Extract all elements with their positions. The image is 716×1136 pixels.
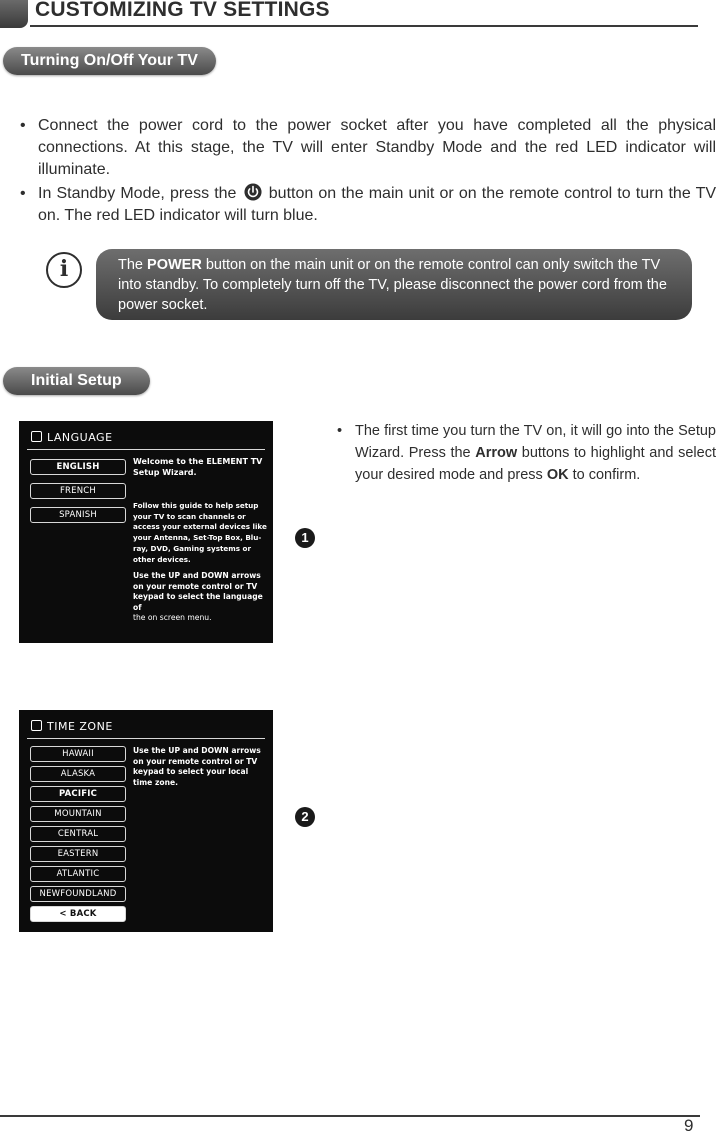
power-note (96, 249, 692, 320)
tv-welcome-text: Welcome to the ELEMENT TV Setup Wizard. (133, 457, 263, 477)
standby-text-after: button on the main unit or on the remote control to turn the TV on. The red LED indicator will turn blue. (38, 185, 716, 224)
page-number: 9 (684, 1116, 694, 1135)
section-pill-initial-setup: Initial Setup (3, 367, 150, 395)
timezone-option-eastern[interactable]: EASTERN (30, 846, 126, 862)
tv-language-instruction-end: the on screen menu. (133, 613, 212, 622)
info-icon: i (46, 252, 82, 288)
setup-instruction (337, 420, 716, 486)
note-text: button on the main unit or on the remote control can only switch the TV into standby. To completely turn off the TV, please disconnect the power cord from the power socket. (118, 257, 667, 313)
timezone-option-central[interactable]: CENTRAL (30, 826, 126, 842)
tv-language-instruction: Use the UP and DOWN arrows on your remote control or TV keypad to select the language of (133, 571, 263, 612)
tv-divider (27, 449, 265, 450)
power-instructions (20, 115, 716, 229)
timezone-option-mountain[interactable]: MOUNTAIN (30, 806, 126, 822)
header-rule (30, 25, 698, 27)
timezone-option-pacific[interactable]: PACIFIC (30, 786, 126, 802)
checkbox-icon (31, 720, 42, 731)
setup-text-3: to confirm. (572, 467, 641, 483)
power-icon (244, 183, 262, 201)
note-power-keyword: POWER (147, 257, 202, 273)
tv-guide-text: Follow this guide to help setup your TV to scan channels or access your external devices like your Antenna, Set-Top Box, Blu-ray, DVD, Gaming systems or other devices. (133, 501, 267, 564)
page-title: CUSTOMIZING TV SETTINGS (35, 0, 330, 21)
standby-text-before: In Standby Mode, press the (38, 185, 237, 202)
step-badge-1: 1 (295, 528, 315, 548)
checkbox-icon (31, 431, 42, 442)
tv-screen-language (19, 421, 273, 643)
section-pill-power: Turning On/Off Your TV (3, 47, 216, 75)
bullet-connect-power: • Connect the power cord to the power socket after you have completed all the physical connections. At this stage, the TV will enter Standby Mode and the red LED indicator will illuminate. (20, 115, 716, 181)
setup-text-2: buttons to highlight and select your desired mode and press (355, 445, 716, 483)
setup-ok-keyword: OK (546, 467, 569, 483)
timezone-option-alaska[interactable]: ALASKA (30, 766, 126, 782)
step-badge-2: 2 (295, 807, 315, 827)
header-tab-decoration (0, 0, 28, 28)
tv-language-title: LANGUAGE (31, 431, 113, 444)
timezone-option-atlantic[interactable]: ATLANTIC (30, 866, 126, 882)
timezone-option-hawaii[interactable]: HAWAII (30, 746, 126, 762)
tv-divider (27, 738, 265, 739)
footer-rule (0, 1115, 700, 1117)
setup-arrow-keyword: Arrow (475, 445, 518, 461)
note-lead: The (118, 257, 143, 273)
timezone-option-newfoundland[interactable]: NEWFOUNDLAND (30, 886, 126, 902)
back-button[interactable]: < BACK (30, 906, 126, 922)
tv-screen-time-zone (19, 710, 273, 932)
language-option-english[interactable]: ENGLISH (30, 459, 126, 475)
tv-timezone-title: TIME ZONE (31, 720, 113, 733)
bullet-standby (20, 183, 716, 227)
tv-timezone-instruction: Use the UP and DOWN arrows on your remote control or TV keypad to select your local time zone. (133, 746, 261, 787)
language-option-spanish[interactable]: SPANISH (30, 507, 126, 523)
setup-text-1: The first time you turn the TV on, it will go into the Setup Wizard. Press the (355, 423, 716, 461)
language-option-french[interactable]: FRENCH (30, 483, 126, 499)
